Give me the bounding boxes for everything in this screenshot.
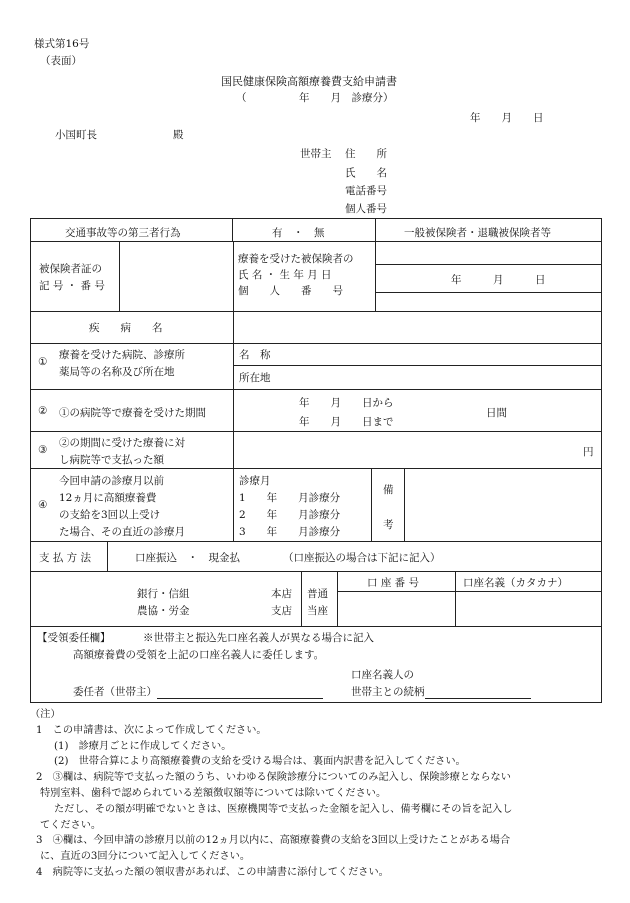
account-holder-header: 口座名義（カタカナ） bbox=[463, 577, 568, 589]
form-title: 国民健康保険高額療養費支給申請書 bbox=[221, 75, 397, 88]
payment-method-label: 支 払 方 法 bbox=[39, 552, 92, 564]
application-date[interactable]: 年 月 日 bbox=[470, 112, 544, 124]
insured-card-label: 被保険者証の 記 号 ・ 番 号 bbox=[39, 263, 105, 292]
holder-relation-label-1: 口座名義人の bbox=[351, 669, 414, 681]
honorific: 殿 bbox=[173, 129, 184, 141]
payment-method-options[interactable]: 口座振込 ・ 現金払 bbox=[135, 552, 240, 564]
birth-date-field[interactable]: 年 月 日 bbox=[451, 274, 546, 286]
patient-info-label: 療養を受けた被保険者の 氏 名 ・ 生 年 月 日 個 人 番 号 bbox=[238, 253, 354, 297]
amount-paid-label: ②の期間に受けた療養に対 し病院等で支払った額 bbox=[59, 437, 185, 466]
page-side-label: （表面） bbox=[40, 55, 82, 67]
delegation-text: 高額療養費の受領を上記の口座名義人に委任します。 bbox=[73, 649, 325, 661]
application-form-table bbox=[30, 218, 602, 703]
period-from-field[interactable]: 年 月 日から bbox=[299, 397, 394, 409]
traffic-accident-label: 交通事故等の第三者行為 bbox=[65, 227, 181, 239]
address-field-label[interactable]: 住 所 bbox=[345, 148, 387, 160]
hospital-label: 療養を受けた病院、診療所 薬局等の名称及び所在地 bbox=[59, 349, 185, 378]
prior-months-label: 今回申請の診療月以前 12ヵ月に高額療養費 の支給を3回以上受け た場合、その直近の診療月 bbox=[59, 475, 185, 538]
traffic-accident-options[interactable]: 有 ・ 無 bbox=[272, 227, 325, 239]
holder-relation-field[interactable]: 世帯主との続柄 bbox=[351, 684, 531, 699]
delegator-field[interactable]: 委任者（世帯主） bbox=[73, 684, 323, 699]
disease-name-label: 疾 病 名 bbox=[89, 322, 163, 334]
amount-paid-field[interactable]: 円 bbox=[583, 446, 594, 458]
remarks-label-bottom: 考 bbox=[383, 519, 394, 531]
delegation-title: 【受領委任欄】 bbox=[37, 632, 111, 644]
delegation-note: ※世帯主と振込先口座名義人が異なる場合に記入 bbox=[143, 632, 374, 644]
form-number: 様式第16号 bbox=[34, 38, 90, 50]
form-subtitle: （ 年 月 診療分） bbox=[236, 92, 394, 104]
notes-section: （注） 1 この申請書は、次によって作成してください。 (1) 診療月ごとに作成してください。 (2) 世帯合算により高額療養費の支給を受ける場合は、裏面内訳書を記入してください。 2 ③欄は、病院等で支払った額のうち、いわゆる保険診療分についてのみ記入し、保険診療とならない 特別室料、歯科で認められている差額徴収額等については除いてください。 ただし、その額が明確でないときは、医療機関等で支払った金額を記入し、備考欄にその旨を記入し てください。 3 ④欄は、今回申請の診療月以前の12ヵ月以内に、高額療養費の支給を3回以上受けたことがある場合 に、直近の3回分について記入してください。 4 病院等に支払った額の領収書があれば、この申請書に添付してください。 bbox=[30, 709, 513, 878]
hospital-address-field[interactable]: 所在地 bbox=[239, 372, 271, 384]
phone-field-label[interactable]: 電話番号 bbox=[345, 185, 387, 197]
treatment-period-label: ①の病院等で療養を受けた期間 bbox=[59, 407, 206, 419]
name-field-label[interactable]: 氏 名 bbox=[345, 167, 387, 179]
account-number-header: 口 座 番 号 bbox=[367, 577, 420, 589]
row1-number: ① bbox=[38, 356, 48, 368]
addressee: 小国町長 bbox=[55, 129, 97, 141]
prior-months-fields[interactable]: 診療月 1 年 月診療分 2 年 月診療分 3 年 月診療分 bbox=[239, 475, 341, 538]
row3-number: ③ bbox=[38, 444, 48, 456]
payment-method-note: （口座振込の場合は下記に記入） bbox=[283, 552, 441, 564]
bank-type-label[interactable]: 銀行・信組 農協・労金 bbox=[137, 588, 190, 617]
row4-number: ④ bbox=[38, 499, 48, 511]
remarks-label-top: 備 bbox=[383, 484, 394, 496]
insured-type-options[interactable]: 一般被保険者・退職被保険者等 bbox=[404, 227, 551, 239]
hospital-name-field[interactable]: 名 称 bbox=[239, 349, 271, 361]
branch-type-label[interactable]: 本店 支店 bbox=[271, 588, 292, 617]
account-type-label[interactable]: 普通 当座 bbox=[307, 588, 328, 617]
applicant-label: 世帯主 bbox=[300, 148, 332, 160]
id-field-label[interactable]: 個人番号 bbox=[345, 203, 387, 215]
period-to-field[interactable]: 年 月 日まで bbox=[299, 416, 394, 428]
row2-number: ② bbox=[38, 405, 48, 417]
period-days-field[interactable]: 日間 bbox=[486, 407, 507, 419]
